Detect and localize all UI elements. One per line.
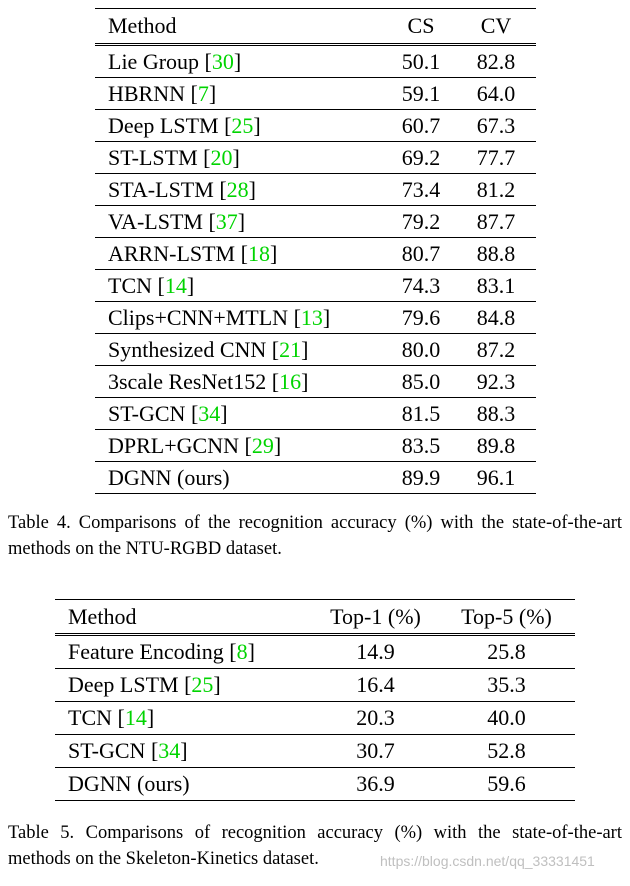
citation-link[interactable]: 30 <box>211 49 234 74</box>
method-cell <box>95 462 386 494</box>
method-name: Lie Group <box>108 49 200 74</box>
table-row <box>95 110 536 142</box>
cv-value: 84.8 <box>456 302 536 334</box>
top5-value: 25.8 <box>438 635 575 669</box>
cs-value: 80.0 <box>386 334 456 366</box>
table-row <box>95 142 536 174</box>
method-name: DPRL+GCNN <box>108 433 239 458</box>
top1-value: 36.9 <box>313 768 438 801</box>
table-row <box>95 430 536 462</box>
cs-value: 85.0 <box>386 366 456 398</box>
cs-value: 79.2 <box>386 206 456 238</box>
cv-value: 64.0 <box>456 78 536 110</box>
method-name: ST-GCN <box>68 738 146 763</box>
method-name: Clips+CNN+MTLN <box>108 305 289 330</box>
citation-link[interactable]: 8 <box>236 639 248 664</box>
cs-value: 89.9 <box>386 462 456 494</box>
citation-link[interactable]: 21 <box>279 337 302 362</box>
table-row <box>95 398 536 430</box>
method-name: Feature Encoding <box>68 639 224 664</box>
method-name: ARRN-LSTM <box>108 241 236 266</box>
table-row <box>95 45 536 78</box>
method-cell: Lie Group [30] <box>95 45 386 78</box>
method-cell: VA-LSTM [37] <box>95 206 386 238</box>
table-5-caption: Table 5. Comparisons of recognition accuracy (%) with the state-of-the-art methods on the Skeleton-Kinetics dataset. <box>8 823 622 869</box>
method-name: ST-GCN <box>108 401 186 426</box>
citation-link[interactable]: 20 <box>210 145 233 170</box>
table-row <box>95 174 536 206</box>
method-name: ST-LSTM <box>108 145 198 170</box>
column-header-method: Method <box>55 600 313 635</box>
table-row <box>95 270 536 302</box>
cs-value: 50.1 <box>386 45 456 78</box>
method-name: Synthesized CNN <box>108 337 267 362</box>
method-name: VA-LSTM <box>108 209 203 234</box>
citation-link[interactable]: 29 <box>251 433 274 458</box>
method-cell: TCN [14] <box>95 270 386 302</box>
citation-link[interactable]: 28 <box>226 177 249 202</box>
top1-value: 20.3 <box>313 702 438 735</box>
method-cell: ST-LSTM [20] <box>95 142 386 174</box>
method-cell: ST-GCN [34] <box>55 735 313 768</box>
cv-value: 87.2 <box>456 334 536 366</box>
method-name: DGNN (ours) <box>68 771 190 796</box>
cv-value: 77.7 <box>456 142 536 174</box>
cs-value: 69.2 <box>386 142 456 174</box>
table-group-ours <box>95 462 536 494</box>
method-cell: Deep LSTM [25] <box>55 669 313 702</box>
method-cell: TCN [14] <box>55 702 313 735</box>
cv-value: 92.3 <box>456 366 536 398</box>
cs-value: 59.1 <box>386 78 456 110</box>
top1-value: 14.9 <box>313 635 438 669</box>
table-header-row <box>95 9 536 45</box>
table-group-gcn <box>95 398 536 462</box>
table-group-rnn <box>95 45 536 270</box>
citation-link[interactable]: 14 <box>124 705 147 730</box>
method-name: STA-LSTM <box>108 177 214 202</box>
table-5-skeleton-kinetics <box>55 599 575 801</box>
citation-link[interactable]: 16 <box>279 369 302 394</box>
table-row <box>95 78 536 110</box>
column-header-top5: Top-5 (%) <box>438 600 575 635</box>
citation-link[interactable]: 7 <box>197 81 209 106</box>
table-row <box>95 334 536 366</box>
method-cell: ST-GCN [34] <box>95 398 386 430</box>
table-row <box>95 238 536 270</box>
citation-link[interactable]: 13 <box>300 305 323 330</box>
cv-value: 83.1 <box>456 270 536 302</box>
cs-value: 79.6 <box>386 302 456 334</box>
method-cell: ARRN-LSTM [18] <box>95 238 386 270</box>
method-name: DGNN (ours) <box>108 465 230 490</box>
method-cell <box>55 768 313 801</box>
method-name: TCN <box>108 273 152 298</box>
method-cell: HBRNN [7] <box>95 78 386 110</box>
table-row <box>55 669 575 702</box>
citation-link[interactable]: 37 <box>215 209 238 234</box>
method-cell: STA-LSTM [28] <box>95 174 386 206</box>
method-name: HBRNN <box>108 81 186 106</box>
table-row <box>95 462 536 494</box>
column-header-cv: CV <box>480 13 512 38</box>
watermark-text: https://blog.csdn.net/qq_33331451 <box>380 853 595 869</box>
cs-value: 81.5 <box>386 398 456 430</box>
method-name: Deep LSTM <box>108 113 219 138</box>
cs-value: 74.3 <box>386 270 456 302</box>
method-cell: 3scale ResNet152 [16] <box>95 366 386 398</box>
method-name: Deep LSTM <box>68 672 179 697</box>
table-header-row <box>55 600 575 635</box>
method-name: 3scale ResNet152 <box>108 369 267 394</box>
cv-value: 88.3 <box>456 398 536 430</box>
table-4-ntu-rgbd <box>95 8 536 494</box>
top5-value: 52.8 <box>438 735 575 768</box>
table-row <box>95 302 536 334</box>
table-row <box>55 702 575 735</box>
method-name: TCN <box>68 705 112 730</box>
table-row <box>55 735 575 768</box>
citation-link[interactable]: 25 <box>231 113 254 138</box>
citation-link[interactable]: 25 <box>191 672 214 697</box>
cv-value: 82.8 <box>456 45 536 78</box>
method-cell: DPRL+GCNN [29] <box>95 430 386 462</box>
table-group-cnn <box>95 270 536 398</box>
table-row <box>95 366 536 398</box>
column-header-method: Method <box>108 13 177 38</box>
cv-value: 87.7 <box>456 206 536 238</box>
citation-link[interactable]: 18 <box>247 241 270 266</box>
method-cell: Feature Encoding [8] <box>55 635 313 669</box>
top1-value: 30.7 <box>313 735 438 768</box>
table-row <box>55 768 575 801</box>
method-cell: Synthesized CNN [21] <box>95 334 386 366</box>
top5-value: 59.6 <box>438 768 575 801</box>
citation-link[interactable]: 14 <box>164 273 187 298</box>
cv-value: 96.1 <box>456 462 536 494</box>
cs-value: 73.4 <box>386 174 456 206</box>
citation-link[interactable]: 34 <box>158 738 181 763</box>
top5-value: 40.0 <box>438 702 575 735</box>
cv-value: 81.2 <box>456 174 536 206</box>
cs-value: 60.7 <box>386 110 456 142</box>
cv-value: 67.3 <box>456 110 536 142</box>
method-cell: Clips+CNN+MTLN [13] <box>95 302 386 334</box>
cv-value: 88.8 <box>456 238 536 270</box>
table-4-caption: Table 4. Comparisons of the recognition accuracy (%) with the state-of-the-art methods on the NTU-RGBD dataset. <box>8 513 622 559</box>
table-row <box>55 635 575 669</box>
top1-value: 16.4 <box>313 669 438 702</box>
citation-link[interactable]: 34 <box>198 401 221 426</box>
table-5-body <box>55 635 575 801</box>
cs-value: 83.5 <box>386 430 456 462</box>
column-header-cs: CS <box>407 13 435 38</box>
top5-value: 35.3 <box>438 669 575 702</box>
cs-value: 80.7 <box>386 238 456 270</box>
table-row <box>95 206 536 238</box>
cv-value: 89.8 <box>456 430 536 462</box>
method-cell: Deep LSTM [25] <box>95 110 386 142</box>
column-header-top1: Top-1 (%) <box>313 600 438 635</box>
